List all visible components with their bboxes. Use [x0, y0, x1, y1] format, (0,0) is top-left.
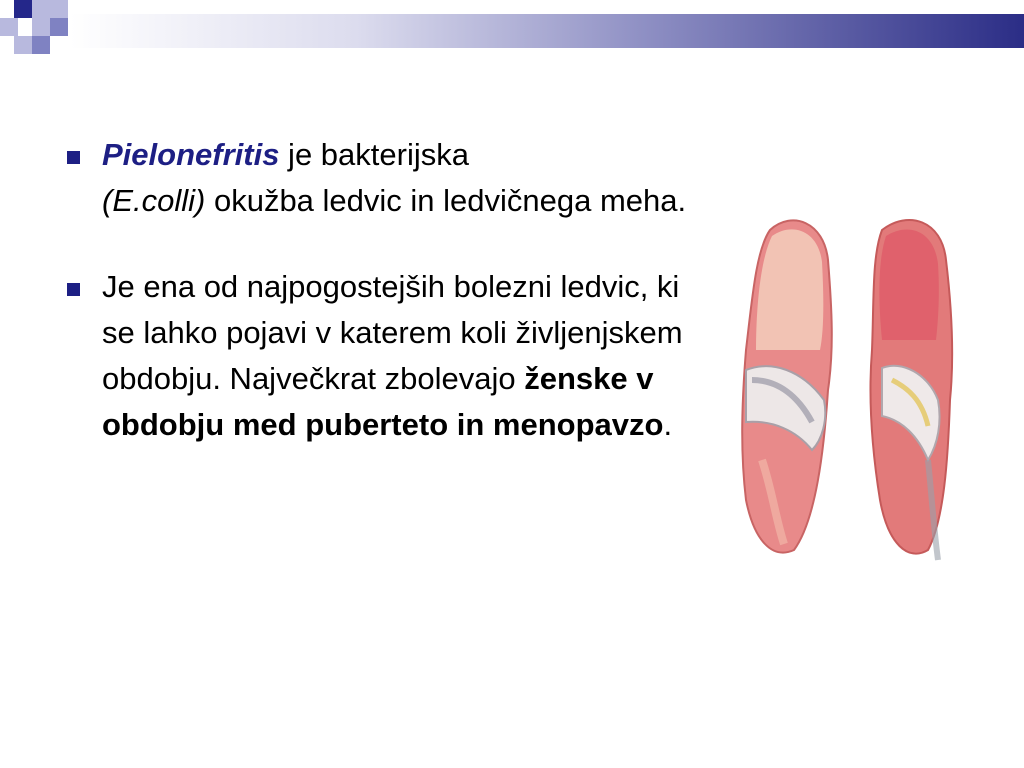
bullet-text: okužba ledvic in ledvičnega meha.: [205, 183, 687, 218]
bullet-item-prevalence: [60, 264, 720, 448]
bullet-text: Je ena od najpogostejših bolezni ledvic, ki se lahko pojavi v katerem koli življenjskem obdobju. Največkrat zbolevajo: [102, 269, 683, 396]
pathogen-name: (E.colli): [102, 183, 206, 218]
bullet-list: [60, 132, 720, 488]
logo-square: [50, 0, 68, 18]
kidney-illustration-svg: [732, 200, 972, 580]
bullet-item-definition: [60, 132, 720, 224]
bullet-text: je bakterijska: [279, 137, 469, 172]
logo-square: [14, 36, 32, 54]
kidney-cross-section-illustration: [732, 200, 972, 580]
top-gradient-band: [70, 14, 1024, 48]
right-kidney-half: [870, 220, 952, 560]
logo-square: [32, 0, 50, 18]
square-bullet-icon: [67, 151, 80, 164]
left-kidney-half: [742, 220, 832, 552]
logo-square: [32, 18, 50, 36]
logo-square: [0, 18, 18, 36]
logo-square: [14, 0, 32, 18]
term-pielonefritis: Pielonefritis: [102, 137, 280, 172]
square-bullet-icon: [67, 283, 80, 296]
logo-square: [32, 36, 50, 54]
logo-square: [50, 18, 68, 36]
bullet-text: .: [663, 407, 673, 442]
emphasis-women: ženske v obdobju med puberteto in menopavzo: [102, 361, 664, 442]
